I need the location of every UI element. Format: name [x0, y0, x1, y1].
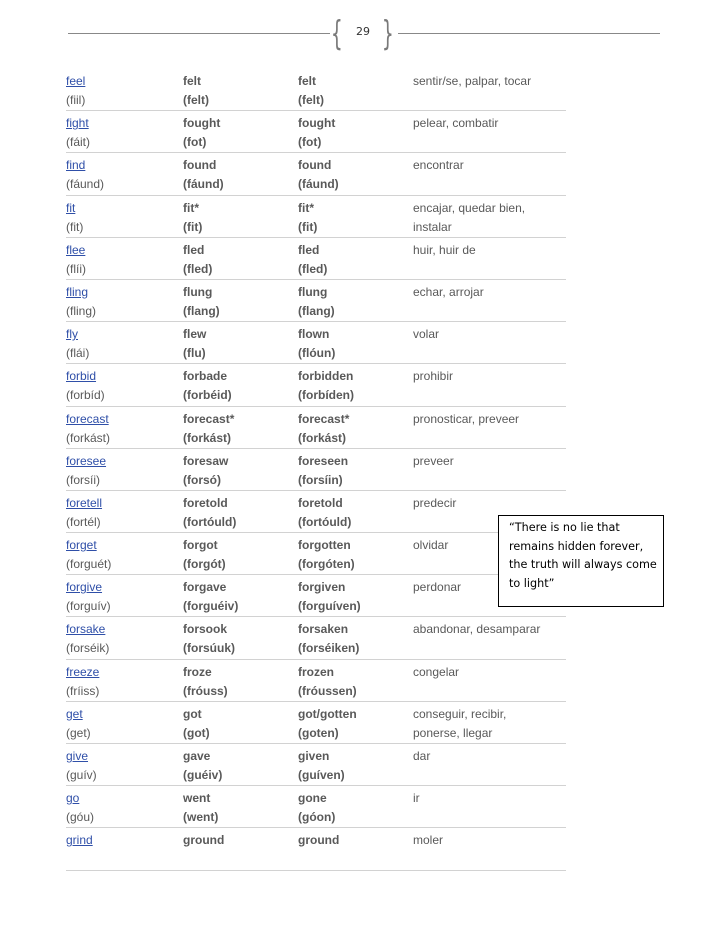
past-form-cell	[183, 663, 228, 701]
base-form-pronunciation: (forsíi)	[66, 472, 100, 487]
past-participle-pronunciation: (fot)	[298, 135, 322, 150]
translation-cell	[413, 452, 454, 471]
translation-text: olvidar	[413, 538, 449, 553]
past-participle-pronunciation: (forbíden)	[298, 388, 354, 403]
irregular-verbs-table	[66, 69, 566, 871]
past-participle-pronunciation: (forkást)	[298, 430, 347, 445]
translation-text: sentir/se, palpar, tocar	[413, 74, 532, 88]
verb-link[interactable]: grind	[66, 833, 93, 848]
past-form-pronunciation: (fot)	[183, 135, 207, 150]
past-form-pronunciation: (flang)	[183, 303, 220, 318]
past-form-text: flew	[183, 327, 207, 342]
past-form-text: gave	[183, 749, 211, 763]
base-form-pronunciation: (fiil)	[66, 93, 86, 107]
past-form-text: froze	[183, 664, 212, 679]
past-participle-pronunciation: (fled)	[298, 261, 328, 276]
past-participle-cell	[298, 789, 335, 827]
past-form-cell	[183, 831, 224, 850]
table-row	[66, 575, 566, 617]
past-participle-cell	[298, 747, 345, 785]
past-participle-text: forecast*	[298, 411, 350, 426]
past-form-pronunciation: (forkást)	[183, 430, 232, 445]
base-form-cell	[66, 536, 111, 574]
table-row	[66, 280, 566, 322]
translation-cell	[413, 199, 525, 237]
translation-text: encontrar	[413, 158, 464, 173]
past-participle-pronunciation: (forguíven)	[298, 599, 361, 614]
verb-link[interactable]: give	[66, 749, 89, 763]
past-participle-text: frozen	[298, 664, 334, 679]
past-participle-pronunciation: (fit)	[298, 219, 318, 234]
past-participle-cell	[298, 831, 339, 850]
table-row	[66, 491, 566, 533]
translation-text: abandonar, desamparar	[413, 622, 541, 637]
base-form-pronunciation: (fáit)	[66, 135, 90, 150]
table-row	[66, 828, 566, 870]
past-participle-text: foreseen	[298, 453, 349, 468]
past-participle-pronunciation: (felt)	[298, 93, 324, 107]
past-form-cell	[183, 72, 209, 110]
past-form-text: forsook	[183, 622, 228, 637]
translation-cell	[413, 536, 448, 555]
past-participle-cell	[298, 536, 355, 574]
base-form-cell	[66, 705, 91, 743]
past-form-cell	[183, 620, 235, 658]
verb-link[interactable]: foretell	[66, 495, 103, 510]
translation-cell	[413, 620, 540, 639]
translation-text: pelear, combatir	[413, 116, 499, 131]
base-form-cell	[66, 367, 105, 405]
base-form-pronunciation: (fit)	[66, 219, 84, 234]
past-form-cell	[183, 199, 202, 237]
base-form-pronunciation: (fáund)	[66, 177, 105, 192]
past-form-pronunciation: (forgót)	[183, 557, 226, 572]
past-participle-pronunciation: (forséiken)	[298, 641, 360, 656]
header-rule-right	[398, 33, 660, 34]
past-form-cell	[183, 114, 220, 152]
past-participle-text: ground	[298, 833, 340, 848]
verb-link[interactable]: fit	[66, 200, 76, 215]
past-participle-cell	[298, 663, 357, 701]
base-form-pronunciation: (guív)	[66, 768, 97, 782]
translation-cell	[413, 831, 443, 850]
base-form-cell	[66, 494, 102, 532]
past-participle-text: got/gotten	[298, 706, 357, 721]
past-participle-pronunciation: (flóun)	[298, 346, 336, 361]
past-participle-cell	[298, 156, 339, 194]
verb-link[interactable]: fight	[66, 116, 89, 131]
table-row	[66, 153, 566, 195]
translation-cell	[413, 705, 506, 743]
verb-link[interactable]: forecast	[66, 411, 109, 426]
table-row	[66, 660, 566, 702]
past-participle-text: fought	[298, 116, 336, 131]
past-participle-cell	[298, 705, 357, 743]
verb-link[interactable]: forget	[66, 538, 97, 553]
verb-link[interactable]: feel	[66, 74, 86, 88]
past-form-text: foretold	[183, 495, 228, 510]
past-participle-text: found	[298, 158, 332, 173]
translation-cell	[413, 114, 498, 133]
past-form-pronunciation: (forsúuk)	[183, 641, 235, 656]
header-rule-left	[68, 33, 330, 34]
past-form-text: ground	[183, 833, 225, 848]
past-participle-pronunciation: (flang)	[298, 303, 335, 318]
base-form-cell	[66, 620, 109, 658]
past-form-text: fled	[183, 242, 205, 257]
past-form-cell	[183, 536, 226, 574]
past-form-text: forecast*	[183, 411, 235, 426]
past-participle-text: gone	[298, 791, 327, 806]
translation-cell	[413, 367, 453, 386]
base-form-pronunciation: (forkást)	[66, 430, 111, 445]
past-participle-text: fit*	[298, 200, 314, 215]
past-participle-text: flung	[298, 284, 328, 299]
table-row	[66, 322, 566, 364]
translation-cell	[413, 241, 476, 260]
table-row	[66, 533, 566, 575]
translation-pronunciation: ponerse, llegar	[413, 725, 493, 740]
base-form-pronunciation: (forbíd)	[66, 388, 105, 403]
base-form-cell	[66, 325, 89, 363]
base-form-cell	[66, 114, 90, 152]
past-participle-text: forgiven	[298, 580, 346, 595]
past-form-cell	[183, 156, 224, 194]
verb-link[interactable]: forsake	[66, 622, 106, 637]
past-form-pronunciation: (went)	[183, 810, 219, 825]
past-participle-cell	[298, 452, 348, 490]
past-participle-cell	[298, 578, 361, 616]
verb-link[interactable]: go	[66, 791, 80, 806]
past-participle-text: given	[298, 749, 330, 763]
past-participle-text: felt	[298, 74, 316, 88]
base-form-cell	[66, 789, 94, 827]
past-form-pronunciation: (got)	[183, 725, 210, 740]
past-participle-text: flown	[298, 327, 330, 342]
translation-cell	[413, 156, 464, 175]
past-form-pronunciation: (forsó)	[183, 472, 221, 487]
base-form-cell	[66, 747, 97, 785]
past-form-pronunciation: (guéiv)	[183, 768, 223, 782]
base-form-pronunciation: (fríiss)	[66, 683, 100, 698]
base-form-cell	[66, 578, 111, 616]
past-form-pronunciation: (forguéiv)	[183, 599, 239, 614]
table-row	[66, 69, 566, 111]
past-form-text: got	[183, 706, 202, 721]
past-form-cell	[183, 578, 238, 616]
past-form-cell	[183, 705, 210, 743]
table-row	[66, 196, 566, 238]
verb-link[interactable]: fling	[66, 284, 89, 299]
past-form-text: forgot	[183, 538, 218, 553]
base-form-cell	[66, 241, 86, 279]
translation-text: conseguir, recibir,	[413, 706, 507, 721]
verb-link[interactable]: foresee	[66, 453, 107, 468]
table-row	[66, 786, 566, 828]
base-form-pronunciation: (forséik)	[66, 641, 110, 656]
past-participle-pronunciation: (fortóuld)	[298, 514, 352, 529]
past-form-text: found	[183, 158, 217, 173]
base-form-cell	[66, 72, 85, 110]
translation-text: congelar	[413, 664, 460, 679]
translation-text: prohibir	[413, 369, 454, 384]
translation-cell	[413, 72, 531, 91]
verb-link[interactable]: freeze	[66, 664, 100, 679]
verb-link[interactable]: fly	[66, 327, 78, 342]
past-participle-pronunciation: (fróussen)	[298, 683, 357, 698]
past-participle-text: forgotten	[298, 538, 351, 553]
table-row	[66, 238, 566, 280]
page-number: 29	[356, 25, 370, 38]
translation-pronunciation: instalar	[413, 219, 452, 234]
past-participle-pronunciation: (forsíin)	[298, 472, 343, 487]
past-participle-cell	[298, 72, 324, 110]
translation-cell	[413, 283, 484, 302]
past-participle-text: foretold	[298, 495, 343, 510]
verb-link[interactable]: forgive	[66, 580, 103, 595]
past-participle-cell	[298, 325, 335, 363]
table-row	[66, 617, 566, 659]
past-form-cell	[183, 241, 212, 279]
past-form-pronunciation: (fortóuld)	[183, 514, 237, 529]
past-form-cell	[183, 367, 232, 405]
past-form-cell	[183, 452, 228, 490]
translation-text: preveer	[413, 453, 454, 468]
past-form-text: fit*	[183, 200, 199, 215]
past-participle-pronunciation: (goten)	[298, 725, 339, 740]
past-participle-pronunciation: (fáund)	[298, 177, 339, 192]
past-form-text: forgave	[183, 580, 227, 595]
header-bracket-right: }	[381, 14, 394, 54]
base-form-cell	[66, 199, 83, 237]
translation-cell	[413, 578, 461, 597]
past-participle-text: forbidden	[298, 369, 354, 384]
verb-link[interactable]: forbid	[66, 369, 97, 384]
base-form-cell	[66, 410, 110, 448]
past-participle-pronunciation: (guíven)	[298, 768, 345, 782]
past-form-pronunciation: (felt)	[183, 93, 209, 107]
translation-text: volar	[413, 327, 440, 342]
past-form-pronunciation: (flu)	[183, 346, 206, 361]
past-form-pronunciation: (fit)	[183, 219, 203, 234]
past-form-text: fought	[183, 116, 221, 131]
past-participle-pronunciation: (góon)	[298, 810, 336, 825]
past-form-text: forbade	[183, 369, 228, 384]
table-row	[66, 744, 566, 786]
past-form-text: went	[183, 791, 211, 806]
past-participle-cell	[298, 494, 351, 532]
translation-text: echar, arrojar	[413, 284, 484, 299]
past-form-cell	[183, 325, 206, 363]
translation-text: ir	[413, 791, 420, 806]
translation-text: perdonar	[413, 580, 462, 595]
base-form-pronunciation: (forguív)	[66, 599, 111, 614]
past-participle-pronunciation: (forgóten)	[298, 557, 355, 572]
past-participle-cell	[298, 410, 349, 448]
translation-cell	[413, 789, 420, 808]
translation-cell	[413, 325, 439, 344]
past-form-cell	[183, 789, 218, 827]
past-form-pronunciation: (forbéid)	[183, 388, 232, 403]
past-form-cell	[183, 410, 234, 448]
translation-text: huir, huir de	[413, 242, 476, 257]
translation-cell	[413, 410, 519, 429]
translation-cell	[413, 494, 456, 513]
base-form-cell	[66, 452, 106, 490]
table-row	[66, 449, 566, 491]
translation-text: predecir	[413, 495, 457, 510]
past-participle-cell	[298, 283, 335, 321]
base-form-pronunciation: (fling)	[66, 303, 97, 318]
base-form-cell	[66, 283, 96, 321]
translation-cell	[413, 663, 459, 682]
base-form-pronunciation: (forguét)	[66, 557, 112, 572]
translation-cell	[413, 747, 430, 766]
verb-link[interactable]: get	[66, 706, 83, 721]
translation-text: moler	[413, 833, 444, 848]
past-participle-cell	[298, 620, 359, 658]
past-participle-cell	[298, 199, 317, 237]
quote-box: “There is no lie that remains hidden forever, the truth will always come to light”	[498, 515, 664, 607]
table-row	[66, 364, 566, 406]
past-form-cell	[183, 283, 220, 321]
past-form-text: flung	[183, 284, 213, 299]
past-form-cell	[183, 494, 236, 532]
table-row	[66, 702, 566, 744]
translation-text: encajar, quedar bien,	[413, 200, 526, 215]
verb-link[interactable]: find	[66, 158, 86, 173]
verb-link[interactable]: flee	[66, 242, 86, 257]
base-form-cell	[66, 663, 99, 701]
past-form-pronunciation: (fróuss)	[183, 683, 228, 698]
base-form-cell	[66, 831, 93, 850]
translation-text: pronosticar, preveer	[413, 411, 520, 426]
table-row	[66, 111, 566, 153]
header-bracket-left: {	[330, 14, 343, 54]
past-participle-text: fled	[298, 242, 320, 257]
table-row	[66, 407, 566, 449]
past-participle-cell	[298, 114, 335, 152]
base-form-pronunciation: (fortél)	[66, 514, 101, 529]
base-form-pronunciation: (flái)	[66, 346, 90, 361]
past-participle-cell	[298, 367, 354, 405]
past-participle-cell	[298, 241, 327, 279]
base-form-cell	[66, 156, 104, 194]
base-form-pronunciation: (flíi)	[66, 261, 86, 276]
past-participle-text: forsaken	[298, 622, 349, 637]
past-form-text: foresaw	[183, 453, 229, 468]
translation-text: dar	[413, 749, 431, 763]
base-form-pronunciation: (góu)	[66, 810, 95, 825]
past-form-cell	[183, 747, 222, 785]
past-form-pronunciation: (fáund)	[183, 177, 224, 192]
past-form-pronunciation: (fled)	[183, 261, 213, 276]
base-form-pronunciation: (get)	[66, 725, 91, 740]
past-form-text: felt	[183, 74, 201, 88]
